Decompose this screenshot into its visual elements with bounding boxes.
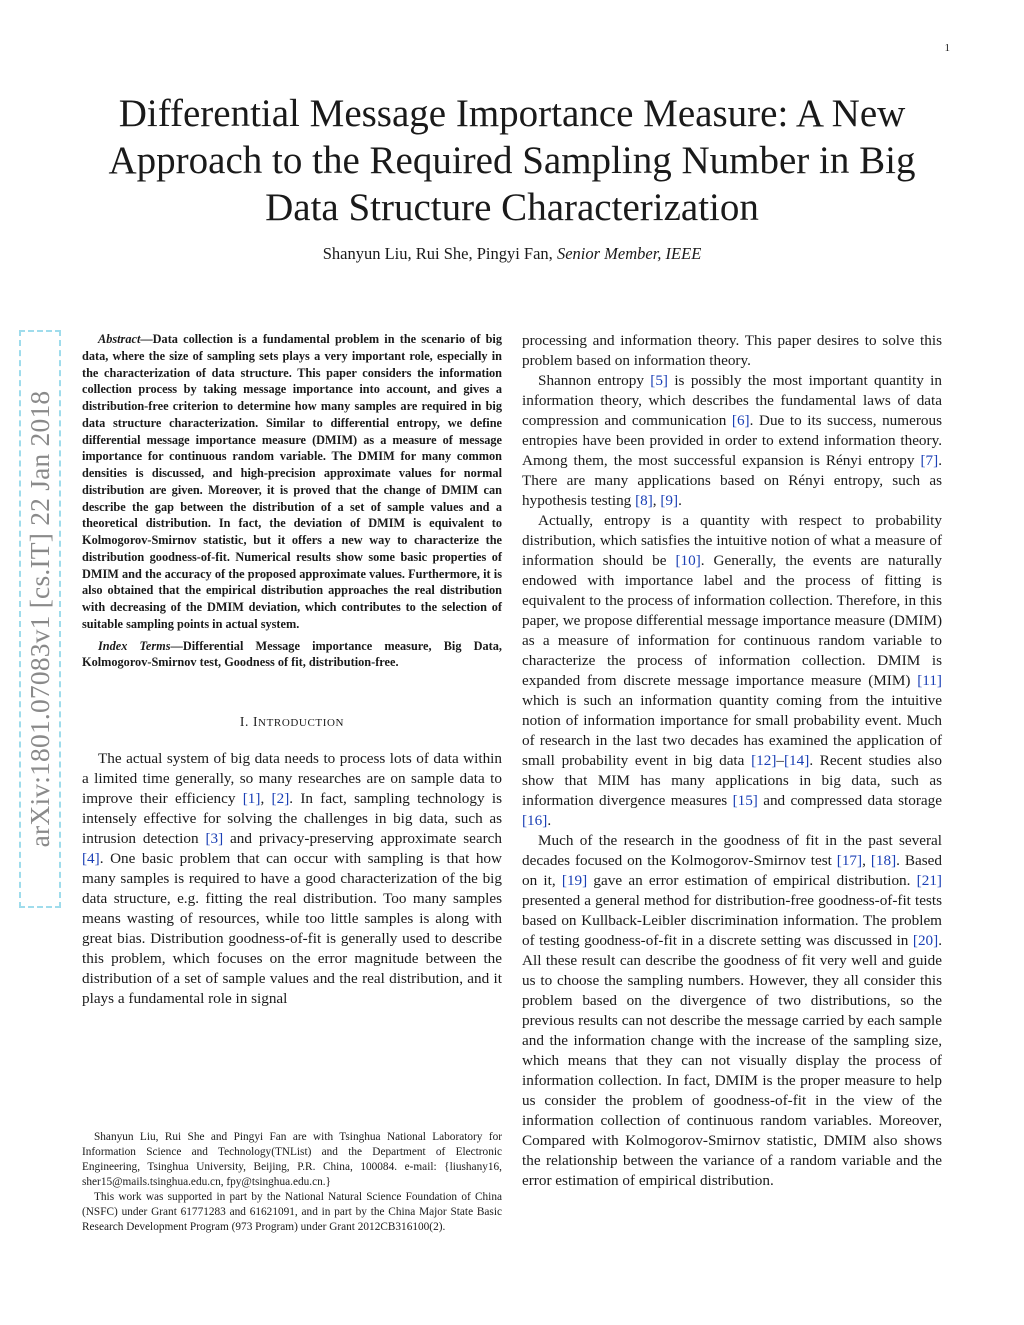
- citation-link[interactable]: [12]: [751, 752, 777, 769]
- title-line: Differential Message Importance Measure: A New: [118, 92, 906, 135]
- citation-link[interactable]: [1]: [242, 790, 261, 807]
- index-terms: [82, 638, 502, 672]
- citation-link[interactable]: [19]: [561, 872, 588, 889]
- citation-link[interactable]: [6]: [731, 412, 750, 429]
- body-paragraph: Much of the research in the goodness of fit in the past several decades focused on the Kolmogorov-Smirnov test [17], [18]. Based on it, [19] gave an error estimation of empirical distribution. [21] presented a general method for distribution-free goodness-of-fit tests based on Kullback-Leibler discrimination information. The problem of testing goodness-of-fit in a discrete setting was discussed in [20]. All these result can describe the goodness of fit very well and guide us to choose the sampling numbers. However, they all consider this problem based on the divergence of two distributions, so the previous results can not describe the message carried by each sample and the information change with the increase of the sampling size, which means that they can not visually display the process of information collection. In fact, DMIM is the proper measure to help us consider the problem of goodness-of-fit in the view of the information collection of continuous random variables. Moreover, Compared with Kolmogorov-Smirnov statistic, DMIM also shows the relationship between the variance of a random variable and the error estimation of empirical distribution.: [522, 832, 943, 1189]
- citation-link[interactable]: [15]: [732, 792, 758, 809]
- funding-footnote: This work was supported in part by the National Natural Science Foundation of China (NSFC) under Grant 61771283 and 61621091, and in part by the China Major State Basic Research Development Program (973 Program) under Grant 2012CB316100(2).: [82, 1191, 502, 1233]
- body-paragraph: Shannon entropy [5] is possibly the most important quantity in information theory, which describes the fundamental laws of data compression and communication [6]. Due to its success, numerous entropies have been provided in order to extend information theory. Among them, the most successful expansion is Rényi entropy [7]. There are many applications based on Rényi entropy, such as hypothesis testing [8], [9].: [522, 372, 942, 509]
- citation-link[interactable]: [8]: [635, 492, 653, 509]
- title-line: Approach to the Required Sampling Number in Big: [108, 139, 916, 182]
- citation-link[interactable]: [5]: [650, 372, 668, 389]
- section-numeral: I.: [239, 714, 253, 729]
- affiliation-footnote: Shanyun Liu, Rui She and Pingyi Fan are with Tsinghua National Laboratory for Information Science and Technology(TNList) and the Department of Electronic Engineering, Tsinghua University, Beijing, P.R. China, 100084. e-mail: {liushany16, sher15@mails.tsinghua.edu.cn, fpy@tsinghua.edu.cn.}: [82, 1131, 502, 1188]
- right-column: [522, 331, 942, 1191]
- author-society: IEEE: [665, 244, 702, 263]
- citation-link[interactable]: [4]: [82, 850, 100, 867]
- title-line: Data Structure Characterization: [265, 186, 759, 229]
- section-heading-introduction: [82, 714, 502, 730]
- footnote-block: [82, 1130, 502, 1235]
- index-terms-label: Index Terms: [98, 638, 171, 653]
- citation-link[interactable]: [2]: [271, 790, 290, 807]
- citation-link[interactable]: [14]: [784, 752, 810, 769]
- paper-title: [60, 90, 964, 231]
- abstract: [82, 331, 502, 633]
- left-column: [82, 331, 502, 1009]
- citation-link[interactable]: [18]: [870, 852, 897, 869]
- arxiv-stamp: [19, 330, 61, 908]
- index-terms-text: —Differential Message importance measure, Big Data, Kolmogorov-Smirnov test, Goodness of fit, distribution-free.: [82, 638, 502, 670]
- citation-link[interactable]: [16]: [522, 812, 548, 829]
- intro-paragraph: The actual system of big data needs to process lots of data within a limited time generally, so many researches are on sample data to improve their efficiency [1], [2]. In fact, sampling technology is intensely effective for solving the challenges in big data, such as intrusion detection [3] and privacy-preserving approximate search [4]. One basic problem that can occur with sampling is that how many samples is required to have a good characterization of the big data structure, e.g. fitting the real distribution. Too many samples means wasting of resources, while too little samples is along with great bias. Distribution goodness-of-fit is generally used to describe this problem, which focuses on the error magnitude between the distribution of a set of sample values and the real distribution, and it plays a fundamental role in signal: [82, 750, 503, 1007]
- author-names: Shanyun Liu, Rui She, Pingyi Fan,: [322, 244, 553, 263]
- citation-link[interactable]: [7]: [920, 452, 939, 469]
- citation-link[interactable]: [20]: [912, 932, 939, 949]
- abstract-label: Abstract: [98, 332, 141, 346]
- author-line: [60, 244, 964, 264]
- arxiv-identifier: arXiv:1801.07083v1 [cs.IT] 22 Jan 2018: [24, 390, 55, 848]
- abstract-text: —Data collection is a fundamental problem in the scenario of big data, where the size of sampling sets plays a very important role, especially in the characterization of data structure. This paper considers the information collection process by taking message importance into account, and gives a distribution-free criterion to determine how many samples are required in big data structure characterization. Similar to differential entropy, we define differential message importance measure (DMIM) as a measure of message importance for continuous random variable. The DMIM for many common densities is discussed, and high-precision approximate values for normal distribution are given. Moreover, it is proved that the change of DMIM can describe the gap between the distribution of a set of sample values and a theoretical distribution. In fact, the deviation of DMIM is equivalent to Kolmogorov-Smirnov statistic, but it offers a new way to characterize the distribution goodness-of-fit. Numerical results show some basic properties of DMIM and the accuracy of the proposed approximate values. Furthermore, it is also obtained that the empirical distribution approaches the real distribution with decreasing of the DMIM deviation, which contributes to the selection of suitable sampling points in actual system.: [82, 332, 502, 631]
- citation-link[interactable]: [21]: [916, 872, 942, 889]
- body-paragraph: Actually, entropy is a quantity with respect to probability distribution, which satisfies the intuitive notion of what a measure of information should be [10]. Generally, the events are naturally endowed with importance label and the process of fitting is equivalent to the process of information collection. Therefore, in this paper, we propose differential message importance measure (DMIM) as a measure of information for continuous random variable to characterize the process of information collection. DMIM is expanded from discrete message importance measure (MIM) [11] which is such an information quantity coming from the intuitive notion of information importance for small probability event. Much of research in the last two decades has examined the application of small probability event in big data [12]–[14]. Recent studies also show that MIM has many applications in big data, such as information divergence measures [15] and compressed data storage [16].: [522, 512, 942, 829]
- section-first-letter: I: [252, 714, 259, 729]
- citation-link[interactable]: [3]: [205, 830, 224, 847]
- citation-link[interactable]: [11]: [917, 672, 942, 689]
- citation-link[interactable]: [9]: [660, 492, 679, 509]
- page-number: 1: [944, 42, 950, 54]
- section-title-rest: NTRODUCTION: [258, 717, 345, 729]
- citation-link[interactable]: [17]: [836, 852, 863, 869]
- body-paragraph: processing and information theory. This paper desires to solve this problem based on information theory.: [522, 332, 942, 369]
- author-membership: Senior Member,: [556, 244, 662, 263]
- citation-link[interactable]: [10]: [675, 552, 701, 569]
